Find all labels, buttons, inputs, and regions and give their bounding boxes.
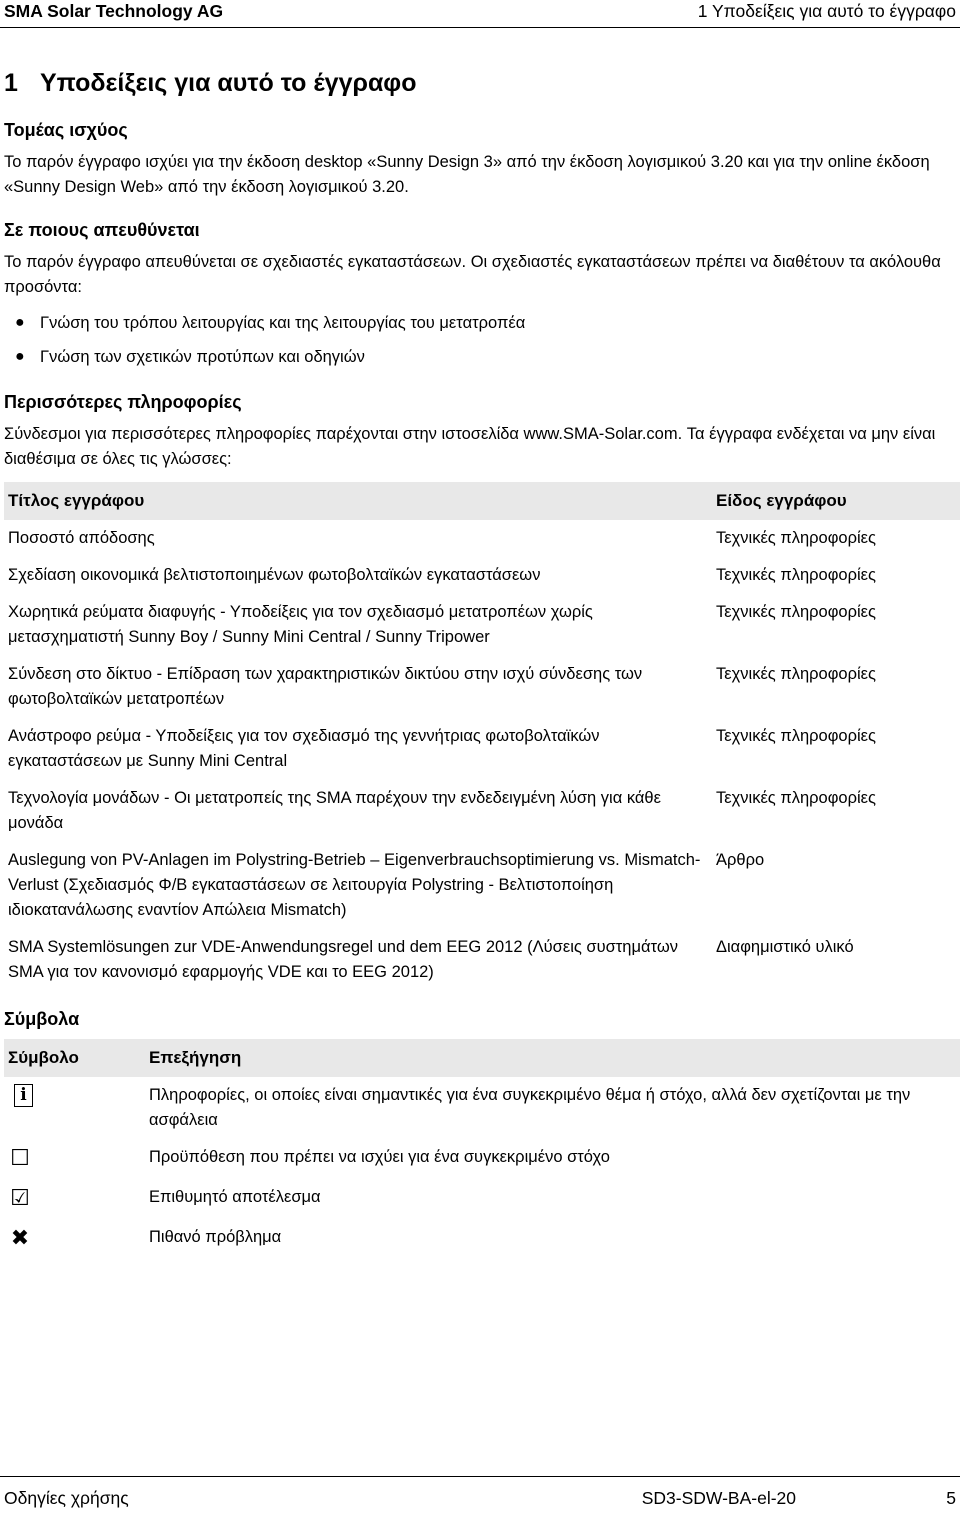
symbol-explanation: Επιθυμητό αποτέλεσμα <box>149 1188 321 1206</box>
more-info-heading: Περισσότερες πληροφορίες <box>4 392 242 412</box>
document-title: SMA Systemlösungen zur VDE-Anwendungsregel und dem EEG 2012 (Λύσεις συστημάτων SMA για τον κανονισμό εφαρμογής VDE και το EEG 2012) <box>8 938 678 981</box>
table-row <box>4 1219 960 1259</box>
document-type: Άρθρο <box>716 851 765 869</box>
document-type: Τεχνικές πληροφορίες <box>716 727 876 745</box>
table-row <box>4 1139 960 1179</box>
table-row <box>4 929 960 991</box>
checkbox-empty-icon: ☐ <box>10 1145 30 1170</box>
symbols-table <box>4 1039 960 1259</box>
page-number: 5 <box>946 1488 956 1508</box>
bullet-icon: ● <box>15 348 25 365</box>
footer-doc-type: Οδηγίες χρήσης <box>4 1488 129 1508</box>
document-type: Τεχνικές πληροφορίες <box>716 603 876 621</box>
column-header-explanation: Επεξήγηση <box>145 1039 960 1077</box>
page-content <box>4 66 956 1259</box>
table-header-row <box>4 1039 960 1077</box>
table-row <box>4 594 960 656</box>
list-item: ● Γνώση των σχετικών προτύπων και οδηγιών <box>4 340 956 374</box>
bullet-icon: ● <box>15 314 25 331</box>
audience-text: Το παρόν έγγραφο απευθύνεται σε σχεδιαστές εγκαταστάσεων. Οι σχεδιαστές εγκαταστάσεων πρέπει να διαθέτουν τα ακόλουθα προσόντα: <box>4 253 941 296</box>
column-header-symbol: Σύμβολο <box>4 1039 145 1077</box>
table-row <box>4 780 960 842</box>
table-row <box>4 520 960 557</box>
table-row <box>4 842 960 929</box>
header-chapter: 1 Υποδείξεις για αυτό το έγγραφο <box>697 1 956 21</box>
document-title: Auslegung von PV-Anlagen im Polystring-Betrieb – Eigenverbrauchsoptimierung vs. Mismatch-Verlust (Σχεδιασμός Φ/Β εγκαταστάσεων σε λειτουργία Polystring - Βελτιστοποίηση ιδιοκατανάλωσης εναντίον Απώλεια Mismatch) <box>8 851 701 919</box>
chapter-number: 1 <box>4 69 18 97</box>
audience-heading: Σε ποιους απευθύνεται <box>4 220 200 240</box>
symbols-heading: Σύμβολα <box>4 1009 80 1029</box>
footer-divider <box>0 1476 960 1477</box>
chapter-title: Υποδείξεις για αυτό το έγγραφο <box>40 69 417 97</box>
documents-table <box>4 482 960 991</box>
table-row <box>4 1179 960 1219</box>
document-type: Τεχνικές πληροφορίες <box>716 789 876 807</box>
info-icon: i <box>14 1084 33 1107</box>
document-type: Διαφημιστικό υλικό <box>716 938 854 956</box>
list-item: ● Γνώση του τρόπου λειτουργίας και της λειτουργίας του μετατροπέα <box>4 306 956 340</box>
document-title: Ανάστροφο ρεύμα - Υποδείξεις για τον σχεδιασμό της γεννήτριας φωτοβολταϊκών εγκαταστάσεων με Sunny Mini Central <box>8 727 600 770</box>
document-title: Σύνδεση στο δίκτυο - Επίδραση των χαρακτηριστικών δικτύου στην ισχύ σύνδεσης των φωτοβολταϊκών μετατροπέων <box>8 665 643 708</box>
header-company: SMA Solar Technology AG <box>4 1 224 21</box>
document-title: Τεχνολογία μονάδων - Οι μετατροπείς της SMA παρέχουν την ενδεδειγμένη λύση για κάθε μονάδα <box>8 789 661 832</box>
page-header <box>0 0 960 30</box>
more-info-text: Σύνδεσμοι για περισσότερες πληροφορίες παρέχονται στην ιστοσελίδα www.SMA-Solar.com. Τα έγγραφα ενδέχεται να μην είναι διαθέσιμα σε όλες τις γλώσσες: <box>4 425 936 468</box>
checkbox-checked-icon: ☑ <box>10 1185 30 1210</box>
document-title: Σχεδίαση οικονομικά βελτιστοποιημένων φωτοβολταϊκών εγκαταστάσεων <box>8 566 541 584</box>
document-type: Τεχνικές πληροφορίες <box>716 566 876 584</box>
scope-text: Το παρόν έγγραφο ισχύει για την έκδοση desktop «Sunny Design 3» από την έκδοση λογισμικού 3.20 και για την online έκδοση «Sunny Design Web» από την έκδοση λογισμικού 3.20. <box>4 153 930 196</box>
cross-icon: ✖ <box>10 1225 30 1250</box>
table-row <box>4 718 960 780</box>
document-title: Ποσοστό απόδοσης <box>8 529 155 547</box>
page-title <box>4 66 956 100</box>
document-type: Τεχνικές πληροφορίες <box>716 665 876 683</box>
footer-doc-code: SD3-SDW-BA-el-20 <box>641 1488 796 1508</box>
table-header-row <box>4 482 960 520</box>
symbol-explanation: Προϋπόθεση που πρέπει να ισχύει για ένα συγκεκριμένο στόχο <box>149 1148 610 1166</box>
column-header-type: Είδος εγγράφου <box>712 482 960 520</box>
table-row <box>4 1077 960 1139</box>
symbol-explanation: Πιθανό πρόβλημα <box>149 1228 282 1246</box>
document-type: Τεχνικές πληροφορίες <box>716 529 876 547</box>
column-header-title: Τίτλος εγγράφου <box>4 482 712 520</box>
symbol-explanation: Πληροφορίες, οι οποίες είναι σημαντικές για ένα συγκεκριμένο θέμα ή στόχο, αλλά δεν σχετίζονται με την ασφάλεια <box>149 1086 911 1129</box>
page-footer <box>0 1476 960 1516</box>
scope-heading: Τομέας ισχύος <box>4 120 128 140</box>
audience-bullet-list <box>4 306 956 374</box>
table-row <box>4 557 960 594</box>
header-divider <box>0 27 960 28</box>
document-title: Χωρητικά ρεύματα διαφυγής - Υποδείξεις για τον σχεδιασμό μετατροπέων χωρίς μετασχηματιστή Sunny Boy / Sunny Mini Central / Sunny Tripower <box>8 603 593 646</box>
table-row <box>4 656 960 718</box>
